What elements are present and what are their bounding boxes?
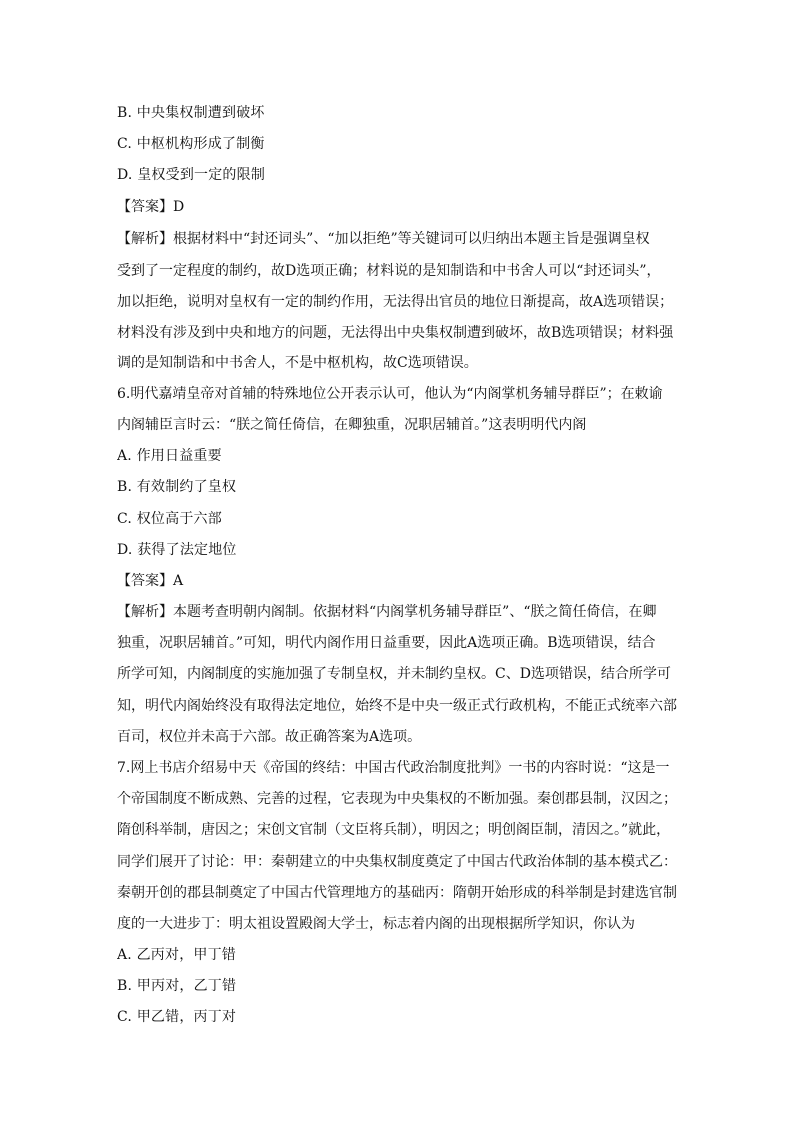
answer-q5: 【答案】D [117,199,185,215]
analysis-q5-line-2: 受到了一定程度的制约，故D选项正确；材料说的是知制诰和中书舍人可以“封还词头”， [117,263,661,279]
option-b-q5: B. 中央集权制遭到破坏 [117,105,265,121]
option-b-q7: B. 甲丙对，乙丁错 [117,978,237,994]
option-b-q6: B. 有效制约了皇权 [117,479,237,495]
analysis-q6-line-2: 独重，况职居辅首。”可知，明代内阁作用日益重要，因此A选项正确。B选项错误，结合 [117,635,656,651]
analysis-q5-line-5: 调的是知制诰和中书舍人，不是中枢机构，故C选项错误。 [117,355,478,371]
option-d-q5: D. 皇权受到一定的限制 [117,167,266,183]
analysis-q5-line-4: 材料没有涉及到中央和地方的问题，无法得出中央集权制遭到破坏，故B选项错误；材料强 [117,325,674,341]
question-7-line-3: 隋创科举制，唐因之；宋创文官制（文臣将兵制），明因之；明创阁臣制，清因之。”就此， [117,822,671,838]
option-a-q6: A. 作用日益重要 [117,448,222,464]
analysis-q5-line-1: 【解析】根据材料中“封还词头”、“加以拒绝”等关键词可以归纳出本题主旨是强调皇权 [117,231,650,247]
question-6-line-2: 内阁辅臣言时云：“朕之简任倚信，在卿独重，况职居辅首。”这表明明代内阁 [117,417,587,433]
question-7-line-4: 同学们展开了讨论：甲：秦朝建立的中央集权制度奠定了中国古代政治体制的基本模式乙： [117,854,677,870]
analysis-q6-line-3: 所学可知，内阁制度的实施加强了专制皇权，并未制约皇权。C、D选项错误，结合所学可 [117,666,671,682]
analysis-q6-line-4: 知，明代内阁始终没有取得法定地位，始终不是中央一级正式行政机构，不能正式统率六部 [117,698,677,714]
option-a-q7: A. 乙丙对，甲丁错 [117,947,237,963]
analysis-q6-line-5: 百司，权位并未高于六部。故正确答案为A选项。 [117,729,422,745]
answer-q6: 【答案】A [117,573,184,589]
question-7-line-6: 度的一大进步丁：明太祖设置殿阁大学士，标志着内阁的出现根据所学知识，你认为 [117,916,635,932]
option-c-q7: C. 甲乙错，丙丁对 [117,1009,237,1025]
question-7-line-2: 个帝国制度不断成熟、完善的过程，它表现为中央集权的不断加强。秦创郡县制，汉因之； [117,791,677,807]
question-7-line-5: 秦朝开创的郡县制奠定了中国古代管理地方的基础丙：隋朝开始形成的科举制是封建选官制 [117,885,677,901]
analysis-q5-line-3: 加以拒绝，说明对皇权有一定的制约作用，无法得出官员的地位日渐提高，故A选项错误； [117,294,674,310]
question-7-line-1: 7.网上书店介绍易中天《帝国的终结：中国古代政治制度批判》一书的内容时说：“这是一 [117,760,670,776]
option-c-q5: C. 中枢机构形成了制衡 [117,136,265,152]
analysis-q6-line-1: 【解析】本题考查明朝内阁制。依据材料“内阁掌机务辅导群臣”、“朕之简任倚信，在卿 [117,604,657,620]
question-6-line-1: 6.明代嘉靖皇帝对首辅的特殊地位公开表示认可，他认为“内阁掌机务辅导群臣”；在敕谕 [117,386,663,402]
option-d-q6: D. 获得了法定地位 [117,542,237,558]
option-c-q6: C. 权位高于六部 [117,511,222,527]
